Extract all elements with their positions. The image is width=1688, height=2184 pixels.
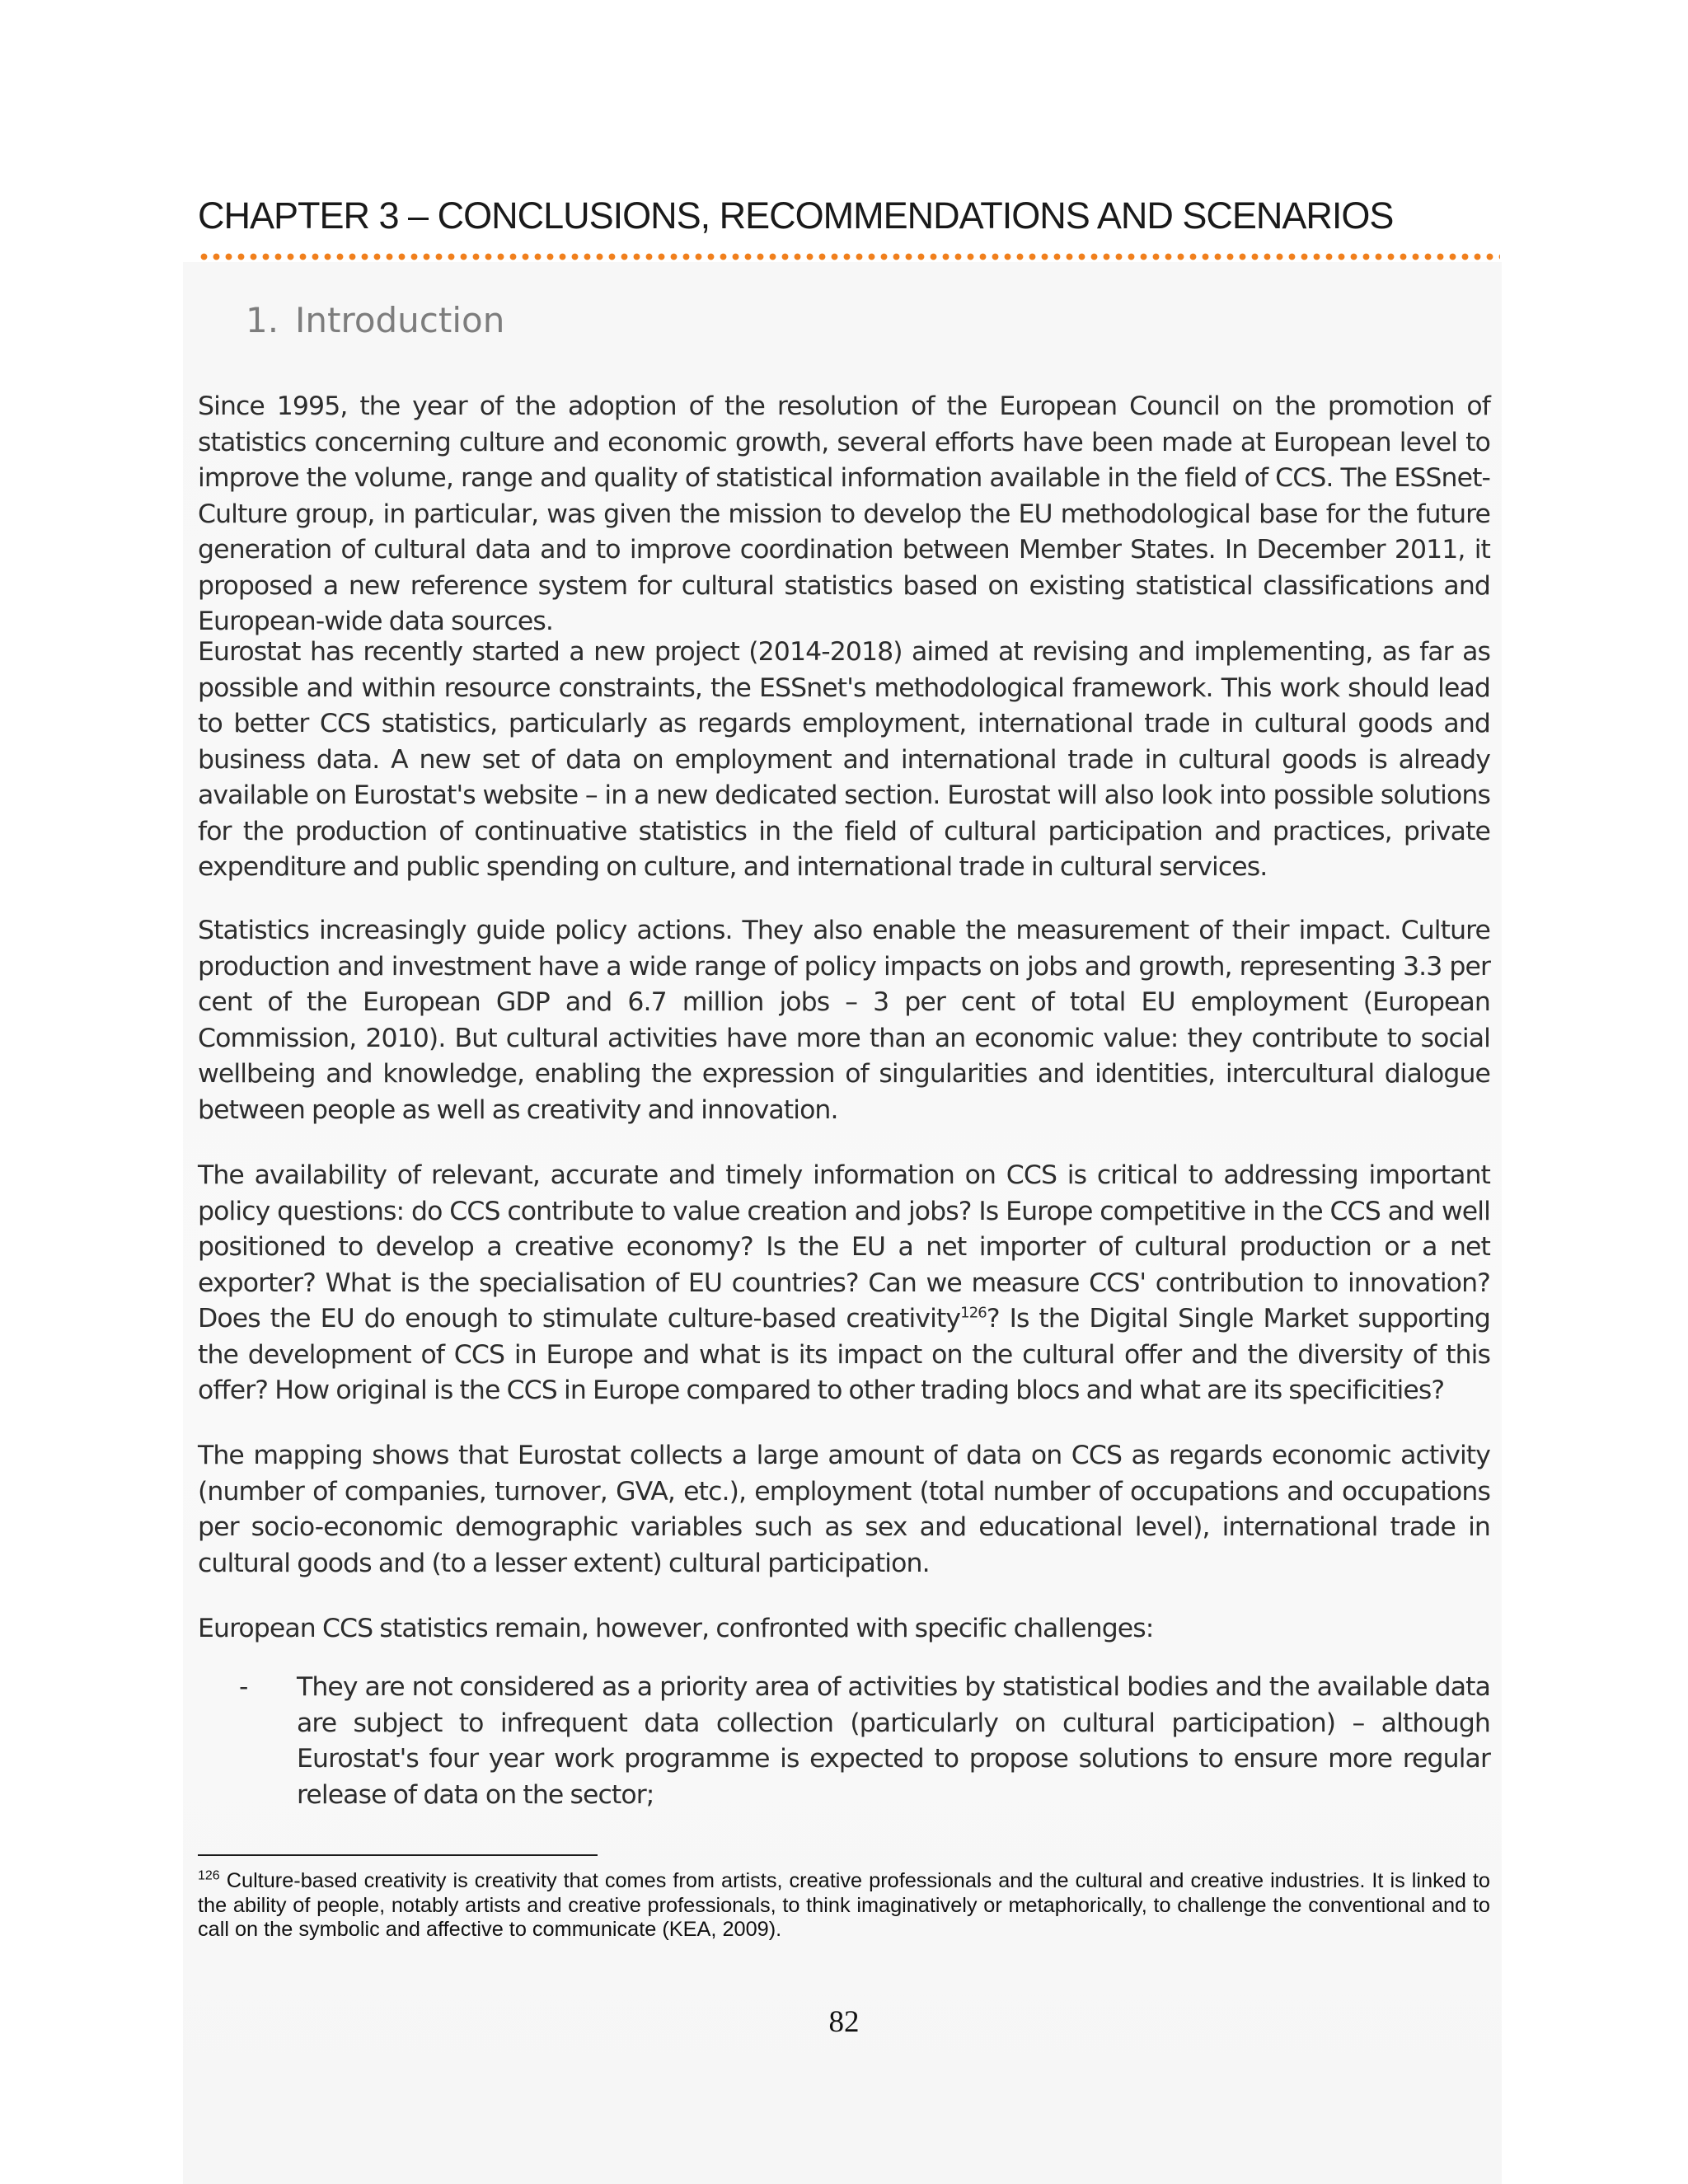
paragraph-6: European CCS statistics remain, however, confronted with specific challenges: <box>198 1614 1154 1643</box>
footnote-reference[interactable]: 126 <box>960 1304 987 1322</box>
paragraph-2: Eurostat has recently started a new project (2014-2018) aimed at revising and implementing, as far as possible and within resource constraints, the ESSnet's methodological framework. This work should lead to better CCS statistics, particularly as regards employment, international trade in cultural goods and business data. A new set of data on employment and international trade in cultural goods is already available on Eurostat's website – in a new dedicated section. Eurostat will also look into possible solutions for the production of continuative statistics in the field of cultural participation and practices, private expenditure and public spending on culture, and international trade in cultural services. <box>198 637 1490 882</box>
paragraph-1: Since 1995, the year of the adoption of the resolution of the European Council on the promotion of statistics concerning culture and economic growth, several efforts have been made at European level to improve the volume, range and quality of statistical information available in the field of CCS. The ESSnet-Culture group, in particular, was given the mission to develop the EU methodological base for the future generation of cultural data and to improve coordination between Member States. In December 2011, it proposed a new reference system for cultural statistics based on existing statistical classifications and European-wide data sources. <box>198 391 1490 636</box>
paragraph-4-text-start: The availability of relevant, accurate and timely information on CCS is critical to addressing important policy questions: do CCS contribute to value creation and jobs? Is Europe competitive in the CCS and well positioned to develop a creative economy? Is the EU a net importer of cultural production or a net exporter? What is the specialisation of EU countries? Can we measure CCS' contribution to innovation? Does the EU do enough to stimulate culture-based creativity <box>198 1160 1490 1333</box>
section-number: 1. <box>246 300 279 340</box>
paragraph-4-text-end: ? Is the Digital Single Market supporting the development of CCS in Europe and what is its impact on the cultural offer and the diversity of this offer? How original is the CCS in Europe compared to other trading blocs and what are its specificities? <box>198 1304 1490 1405</box>
footnote-text: Culture-based creativity is creativity that comes from artists, creative professionals and the cultural and creative industries. It is linked to the ability of people, notably artists and creative professionals, to think imaginatively or metaphorically, to challenge the conventional and to call on the symbolic and affective to communicate (KEA, 2009). <box>198 1869 1490 1941</box>
footnote-number: 126 <box>198 1868 220 1883</box>
chapter-title: CHAPTER 3 – CONCLUSIONS, RECOMMENDATIONS AND SCENARIOS <box>198 194 1394 237</box>
paragraph-4 <box>198 1158 1490 1409</box>
page-number: 82 <box>828 2005 860 2039</box>
section-heading <box>246 300 504 340</box>
footnote-separator <box>198 1854 598 1856</box>
section-title: Introduction <box>295 300 505 340</box>
footnote <box>198 1869 1490 1943</box>
paragraph-3: Statistics increasingly guide policy actions. They also enable the measurement of their impact. Culture production and investment have a wide range of policy impacts on jobs and growth, representing 3.3 per cent of the European GDP and 6.7 million jobs – 3 per cent of total EU employment (European Commission, 2010). But cultural activities have more than an economic value: they contribute to social wellbeing and knowledge, enabling the expression of singularities and identities, intercultural dialogue between people as well as creativity and innovation. <box>198 916 1490 1125</box>
bullet-text: They are not considered as a priority area of activities by statistical bodies and the available data are subject to infrequent data collection (particularly on cultural participation) – although Eurostat's four year work programme is expected to propose solutions to ensure more regular release of data on the sector; <box>297 1672 1490 1810</box>
paragraph-5: The mapping shows that Eurostat collects a large amount of data on CCS as regards economic activity (number of companies, turnover, GVA, etc.), employment (total number of occupations and occupations per socio-economic demographic variables such as sex and educational level), international trade in cultural goods and (to a lesser extent) cultural participation. <box>198 1441 1490 1578</box>
bullet-marker: - <box>239 1672 249 1702</box>
orange-dotted-divider <box>198 253 1500 260</box>
